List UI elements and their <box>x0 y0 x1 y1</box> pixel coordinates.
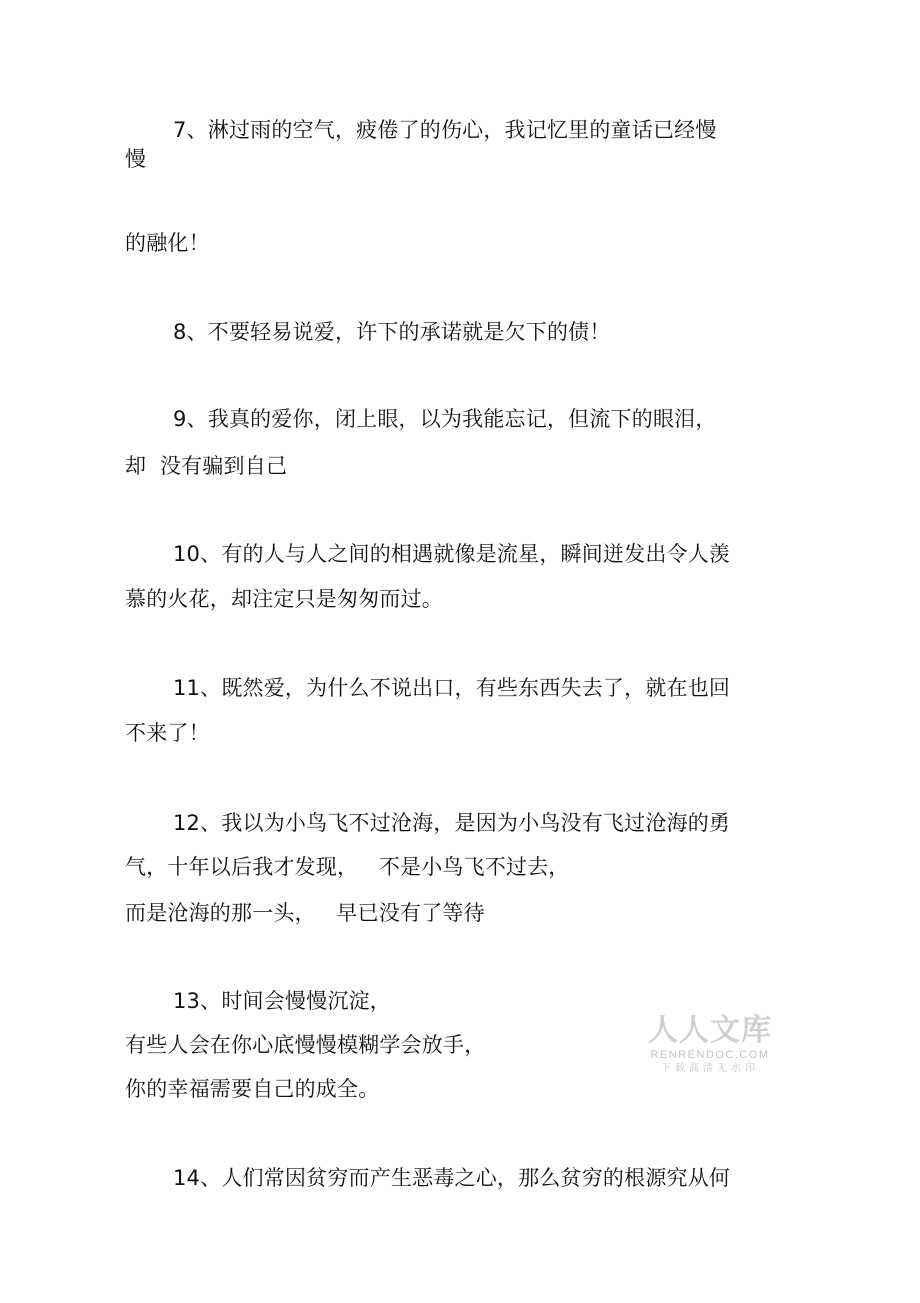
text-line-9a: 9、我真的爱你，闭上眼，以为我能忘记，但流下的眼泪， <box>173 407 717 431</box>
text-line-14a: 14、人们常因贫穷而产生恶毒之心，那么贫穷的根源究从何 <box>173 1166 731 1190</box>
text-line-7a: 7、淋过雨的空气，疲倦了的伤心，我记忆里的童话已经慢 <box>173 118 717 142</box>
watermark-subtitle: 下载高清无水印 <box>661 1063 759 1074</box>
watermark-url: RENRENDOC.COM <box>650 1049 770 1061</box>
text-line-8: 8、不要轻易说爱，许下的承诺就是欠下的债！ <box>173 320 611 344</box>
text-line-13a: 13、时间会慢慢沉淀， <box>173 989 391 1013</box>
watermark-title: 人人文库 <box>648 1013 772 1048</box>
text-line-13b: 有些人会在你心底慢慢模糊学会放手， <box>125 1033 486 1057</box>
text-line-7c: 的融化！ <box>125 231 210 255</box>
text-line-11b: 不来了！ <box>125 721 210 745</box>
text-line-9b: 却 没有骗到自己 <box>125 454 288 478</box>
text-line-12b: 气，十年以后我才发现， 不是小鸟飞不过去， <box>125 855 570 879</box>
watermark-logo <box>640 1014 780 1076</box>
text-line-13c: 你的幸福需要自己的成全。 <box>125 1077 380 1101</box>
text-line-7b: 慢 <box>125 147 147 171</box>
text-line-10b: 慕的火花，却注定只是匆匆而过。 <box>125 587 443 611</box>
text-line-12c: 而是沧海的那一头， 早已没有了等待 <box>125 901 485 925</box>
text-line-12a: 12、我以为小鸟飞不过沧海，是因为小鸟没有飞过沧海的勇 <box>173 811 731 835</box>
text-line-11a: 11、既然爱，为什么不说出口，有些东西失去了，就在也回 <box>173 676 731 700</box>
text-line-10a: 10、有的人与人之间的相遇就像是流星，瞬间迸发出令人羡 <box>173 542 731 566</box>
